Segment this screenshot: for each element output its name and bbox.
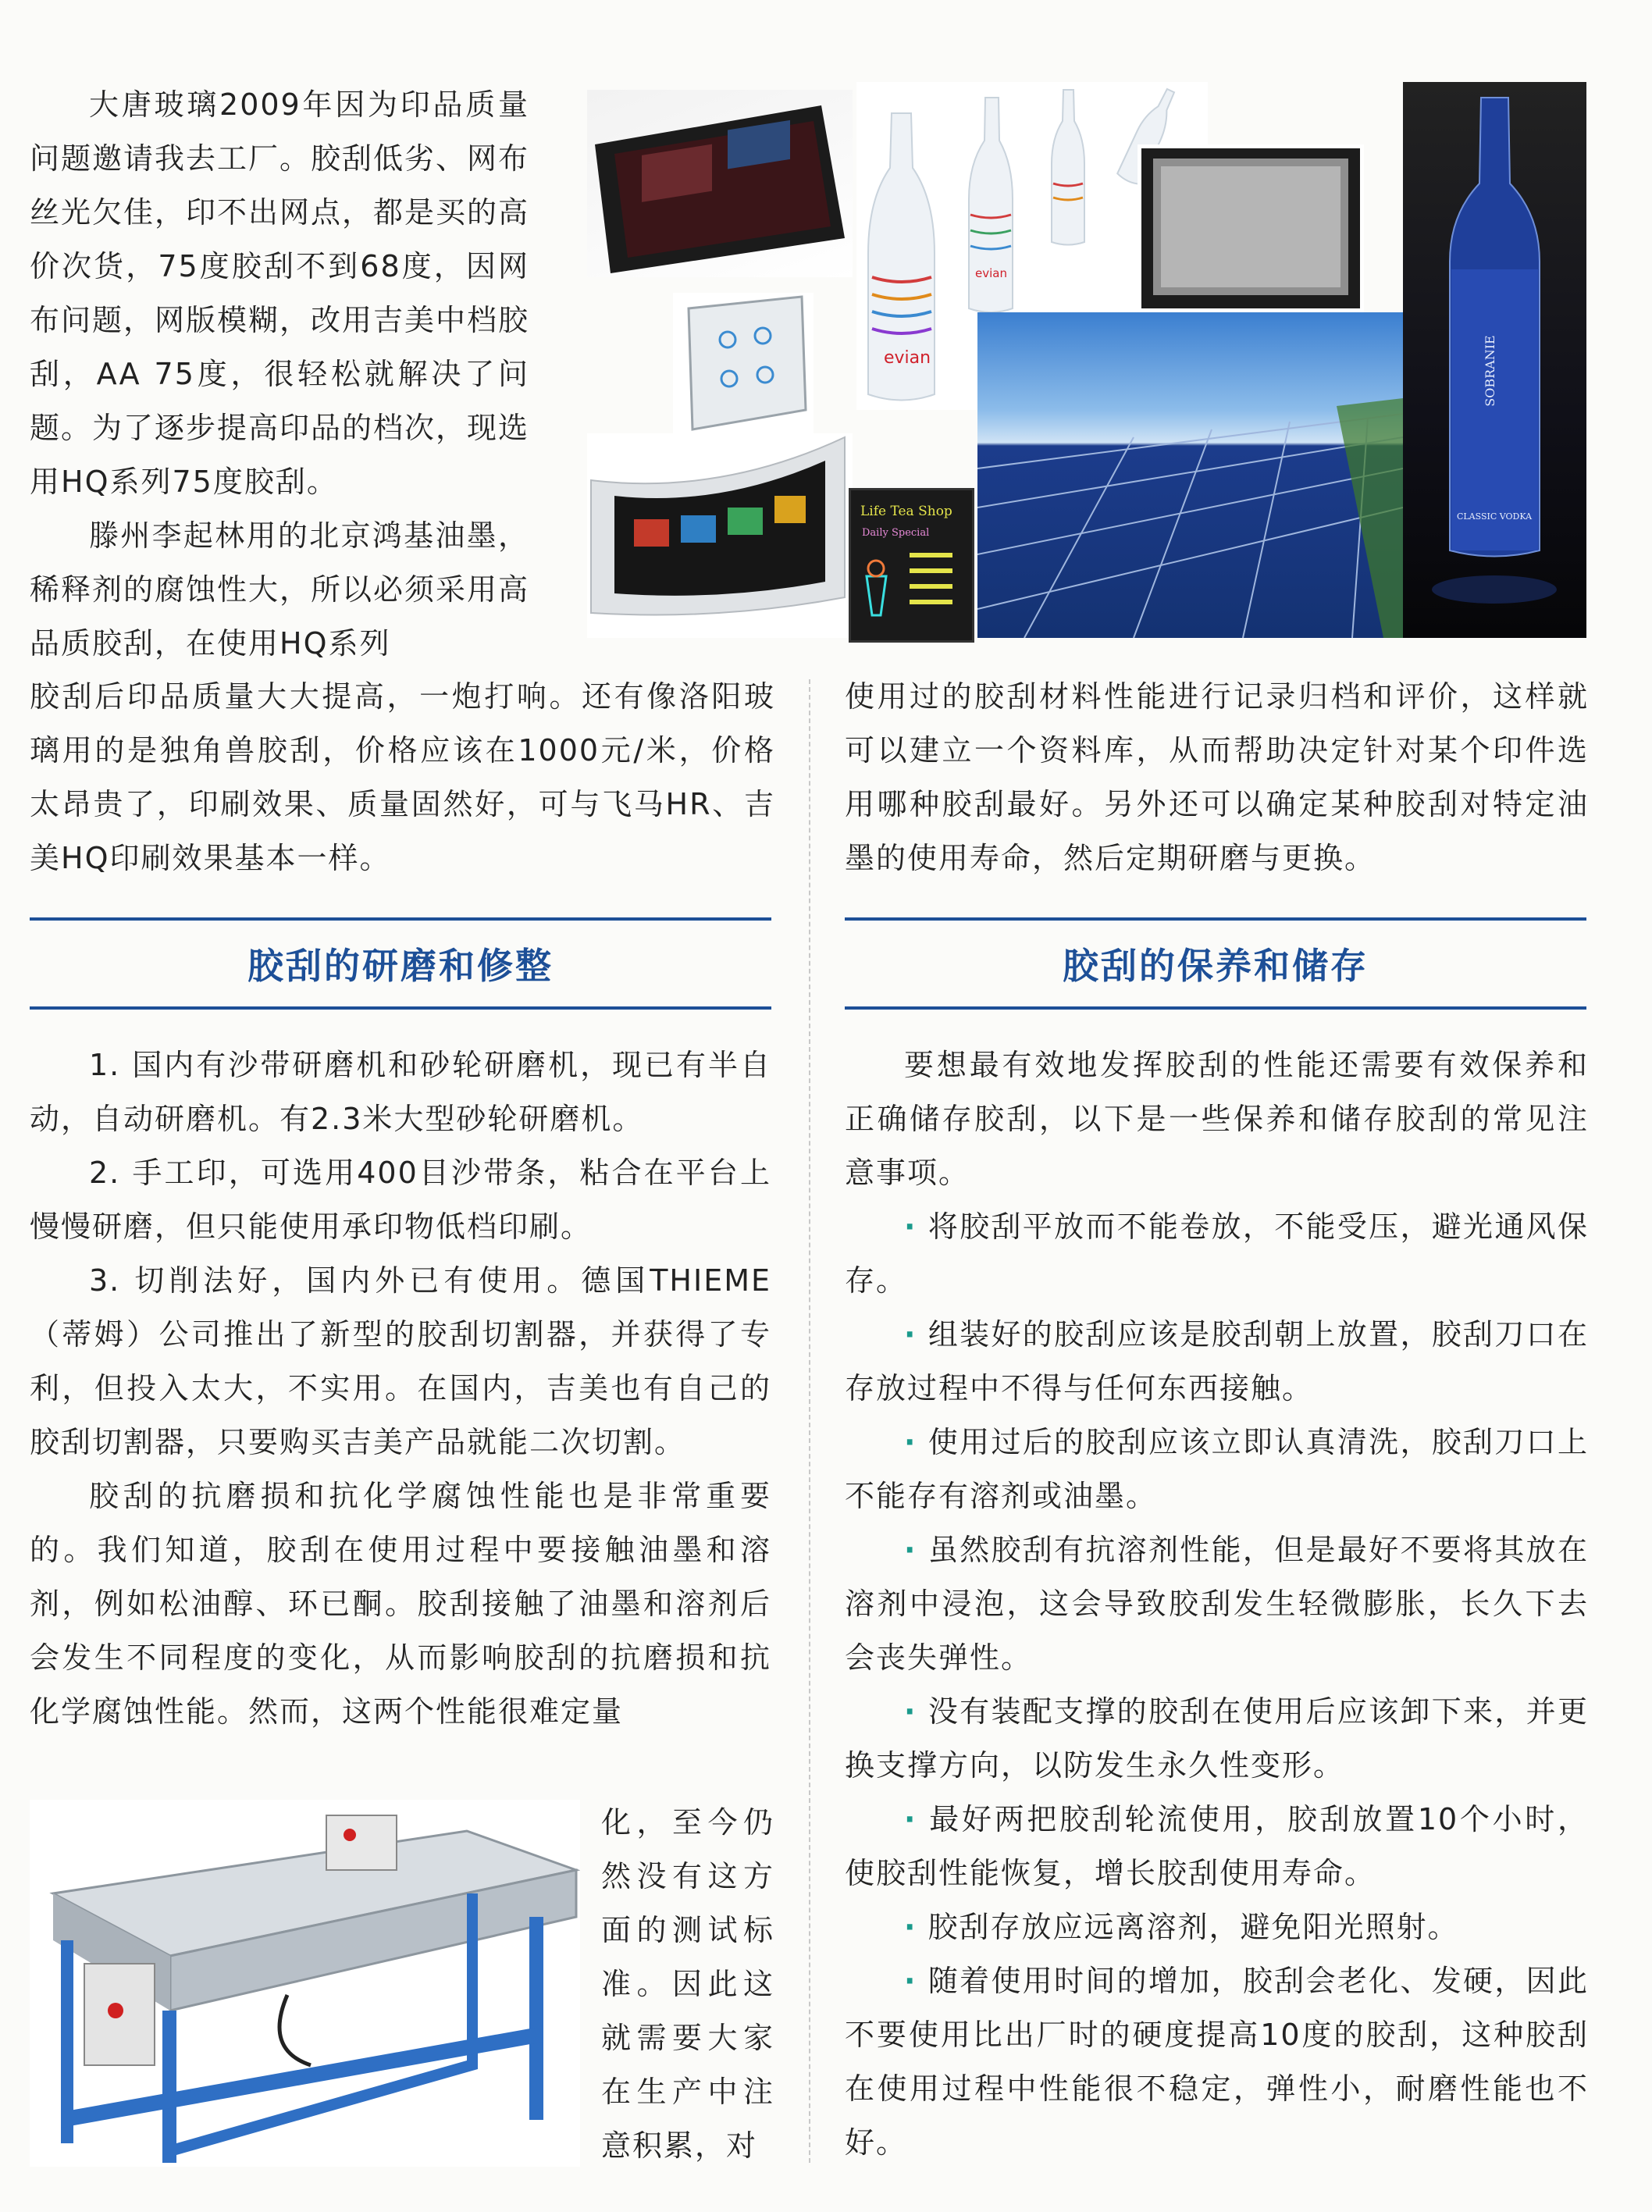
led-sign-photo — [849, 488, 974, 643]
paragraph: 3. 切削法好，国内外已有使用。德国THIEME（蒂姆）公司推出了新型的胶刮切割器，并获得了专利，但投入太大，不实用。在国内，吉美也有自己的胶刮切割器，只要购买吉美产品就能二次切割。 — [30, 1263, 771, 1459]
solar-panels-photo — [977, 312, 1403, 638]
paragraph: 大唐玻璃2009年因为印品质量问题邀请我去工厂。胶刮低劣、网布丝光欠佳，印不出网点，都是买的高价次货，75度胶刮不到68度，因网布问题，网版模糊，改用吉美中档胶刮，AA 75度，很轻松就解决了问题。为了逐步提高印品的档次，现选用HQ系列75度胶刮。 — [30, 87, 530, 499]
paragraph: 要想最有效地发挥胶刮的性能还需要有效保养和正确储存胶刮，以下是一些保养和储存胶刮的常见注意事项。 — [845, 1048, 1589, 1190]
intro-left-column — [30, 78, 529, 671]
paragraph: 2. 手工印，可选用400目沙带条，粘合在平台上慢慢研磨，但只能使用承印物低档印刷。 — [30, 1156, 771, 1244]
bullet-item: · 胶刮存放应远离溶剂，避免阳光照射。 — [904, 1910, 1459, 1944]
grinding-machine-photo — [30, 1800, 580, 2167]
curved-screen-photo — [587, 433, 853, 638]
evian-label: evian — [884, 348, 931, 368]
paragraph: 化，至今仍然没有这方面的测试标准。因此这就需要大家在生产中注意积累，对 — [601, 1805, 774, 2163]
vodka-label: CLASSIC VODKA — [1456, 511, 1533, 522]
bullet-dot: · — [904, 1910, 917, 1944]
photo-collage — [587, 82, 1586, 638]
paragraph: 1. 国内有沙带研磨机和砂轮研磨机，现已有半自动，自动研磨机。有2.3米大型砂轮研磨机。 — [30, 1048, 771, 1136]
paragraph: 胶刮的抗磨损和抗化学腐蚀性能也是非常重要的。我们知道，胶刮在使用过程中要接触油墨和溶剂，例如松油醇、环已酮。胶刮接触了油墨和溶剂后会发生不同程度的变化，从而影响胶刮的抗磨损和抗化学腐蚀性能。然而，这两个性能很难定量 — [30, 1479, 771, 1729]
grinding-narrow-continuation — [601, 1796, 774, 2173]
column-divider — [809, 679, 810, 2163]
bullet-item: · 没有装配支撑的胶刮在使用后应该卸下来，并更换支撑方向，以防发生永久性变形。 — [845, 1694, 1589, 1783]
bullet-dot: · — [904, 1533, 917, 1567]
vodka-bottle-photo — [1403, 82, 1586, 638]
bullet-item: · 将胶刮平放而不能卷放，不能受压，避光通风保存。 — [845, 1209, 1589, 1298]
sign-subtitle: Daily Special — [862, 527, 930, 539]
bullet-item: · 使用过后的胶刮应该立即认真清洗，胶刮刀口上不能存有溶剂或油墨。 — [845, 1425, 1589, 1513]
paragraph: 胶刮后印品质量大大提高，一炮打响。还有像洛阳玻璃用的是独角兽胶刮，价格应该在1000元/米，价格太昂贵了，印刷效果、质量固然好，可与飞马HR、吉美HQ印刷效果基本一样。 — [30, 679, 775, 875]
bullet-item: · 随着使用时间的增加，胶刮会老化、发硬，因此不要使用比出厂时的硬度提高10度的胶刮，这种胶刮在使用过程中性能很不稳定，弹性小，耐磨性能也不好。 — [845, 1964, 1589, 2160]
bullet-dot: · — [904, 1694, 917, 1729]
bullet-dot: · — [904, 1425, 917, 1459]
intro-right-column — [845, 670, 1589, 885]
touch-switch-photo — [673, 293, 814, 433]
section-heading-grinding — [30, 917, 771, 1010]
paragraph: 使用过的胶刮材料性能进行记录归档和评价，这样就可以建立一个资料库，从而帮助决定针对某个印件选用哪种胶刮最好。另外还可以确定某种胶刮对特定油墨的使用寿命，然后定期研磨与更换。 — [845, 679, 1589, 875]
grinding-section-body — [30, 1038, 771, 1739]
paragraph: 滕州李起林用的北京鸿基油墨，稀释剂的腐蚀性大，所以必须采用高品质胶刮，在使用HQ系列 — [30, 518, 530, 661]
sign-title: Life Tea Shop — [860, 504, 952, 519]
bullet-dot: · — [904, 1964, 917, 1998]
bullet-item: · 最好两把胶刮轮流使用，胶刮放置10个小时，使胶刮性能恢复，增长胶刮使用寿命。 — [845, 1802, 1589, 1890]
bullet-item: · 组装好的胶刮应该是胶刮朝上放置，胶刮刀口在存放过程中不得与任何东西接触。 — [845, 1317, 1589, 1405]
sobranie-label: SOBRANIE — [1483, 335, 1497, 407]
section-title: 胶刮的保养和储存 — [1063, 945, 1369, 987]
evian-label-small: evian — [975, 266, 1007, 280]
bullet-dot: · — [904, 1317, 917, 1352]
tablet-photo — [587, 90, 853, 277]
bullet-dot: · — [904, 1802, 917, 1836]
section-heading-storage — [845, 917, 1586, 1010]
lcd-panel-photo — [1138, 144, 1364, 312]
bullet-item: · 虽然胶刮有抗溶剂性能，但是最好不要将其放在溶剂中浸泡，这会导致胶刮发生轻微膨胀，长久下去会丧失弹性。 — [845, 1533, 1589, 1675]
bullet-dot: · — [904, 1209, 917, 1244]
storage-section-body — [845, 1038, 1589, 2170]
section-title: 胶刮的研磨和修整 — [247, 945, 554, 987]
intro-left-continuation — [30, 670, 775, 885]
